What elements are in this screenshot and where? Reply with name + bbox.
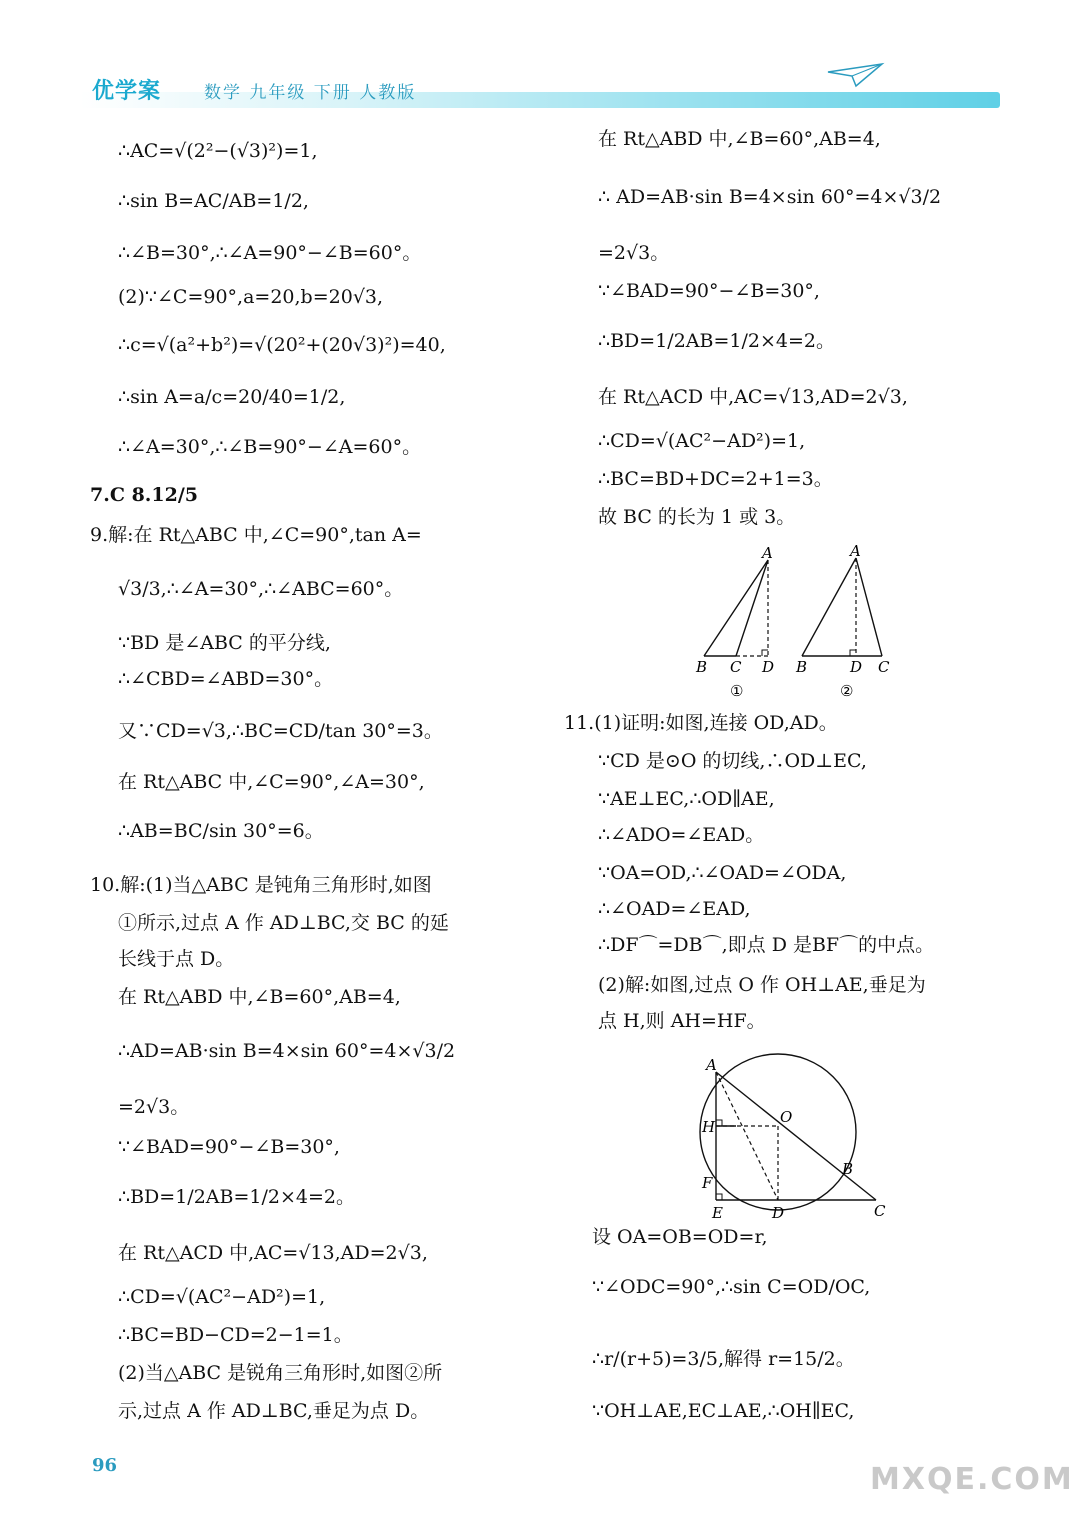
text-line: 故 BC 的长为 1 或 3。 (598, 506, 796, 528)
text-line: ∴sin B=AC/AB=1/2, (118, 190, 309, 212)
text-line: ∵AE⊥EC,∴OD∥AE, (598, 788, 775, 810)
page-number: 96 (92, 1455, 118, 1476)
text-line: ∴c=√(a²+b²)=√(20²+(20√3)²)=40, (118, 334, 446, 356)
text-line: =2√3。 (118, 1096, 190, 1118)
text-line: ①所示,过点 A 作 AD⊥BC,交 BC 的延 (118, 912, 449, 934)
text-line: ∴ AD=AB·sin B=4×sin 60°=4×√3/2 (598, 186, 942, 208)
text-line: (2)解:如图,过点 O 作 OH⊥AE,垂足为 (598, 974, 926, 996)
watermark: MXQE.COM (870, 1462, 1074, 1497)
text-line: ∴∠OAD=∠EAD, (598, 898, 751, 920)
label-O: O (780, 1108, 793, 1126)
label-A: A (762, 544, 773, 562)
figure-1 (695, 544, 774, 700)
paper-plane-icon (826, 60, 886, 90)
text-line: ∴∠B=30°,∴∠A=90°−∠B=60°。 (118, 242, 422, 264)
text-line: ∵OH⊥AE,EC⊥AE,∴OH∥EC, (592, 1400, 855, 1422)
text-line: 在 Rt△ACD 中,AC=√13,AD=2√3, (598, 386, 908, 408)
text-line: ∴BD=1/2AB=1/2×4=2。 (118, 1186, 355, 1208)
label-B: B (842, 1160, 854, 1178)
text-line: ∴BC=BD−CD=2−1=1。 (118, 1324, 353, 1346)
page-header (0, 60, 1052, 116)
text-line: ∵BD 是∠ABC 的平分线, (118, 632, 331, 654)
text-line: ∴∠CBD=∠ABD=30°。 (118, 668, 334, 690)
figure-2 (795, 542, 890, 700)
text-line: ∴BC=BD+DC=2+1=3。 (598, 468, 833, 490)
text-line: (2)当△ABC 是锐角三角形时,如图②所 (118, 1362, 443, 1384)
text-line: =2√3。 (598, 242, 670, 264)
text-line: ∴AC=√(2²−(√3)²)=1, (118, 140, 318, 162)
text-line: 在 Rt△ABC 中,∠C=90°,∠A=30°, (118, 771, 425, 793)
text-line: ∴AB=BC/sin 30°=6。 (118, 820, 324, 842)
caption-1: ① (730, 682, 744, 700)
text-line: ∴DF⌒=DB⌒,即点 D 是BF⌒的中点。 (598, 934, 935, 956)
label-B: B (696, 658, 708, 676)
text-line: 在 Rt△ABD 中,∠B=60°,AB=4, (598, 128, 881, 150)
label-F: F (702, 1174, 713, 1192)
triangle-figures (696, 544, 906, 704)
text-line: ∴BD=1/2AB=1/2×4=2。 (598, 330, 835, 352)
text-line: ∴CD=√(AC²−AD²)=1, (118, 1286, 326, 1308)
answer-7-8: 7.C 8.12/5 (90, 484, 199, 506)
text-line: ∴∠A=30°,∴∠B=90°−∠A=60°。 (118, 436, 422, 458)
text-line: √3/3,∴∠A=30°,∴∠ABC=60°。 (118, 578, 404, 600)
brand-logo: 优学案 (92, 79, 162, 104)
text-line: ∵OA=OD,∴∠OAD=∠ODA, (598, 862, 847, 884)
label-B: B (796, 658, 808, 676)
text-line: ∴∠ADO=∠EAD。 (598, 824, 765, 846)
circle-figure (696, 1050, 896, 1220)
label-E: E (712, 1204, 723, 1222)
text-line: 又∵CD=√3,∴BC=CD/tan 30°=3。 (118, 720, 443, 742)
label-D: D (762, 658, 775, 676)
book-subtitle: 数学 九年级 下册 人教版 (204, 83, 417, 103)
label-D: D (772, 1204, 785, 1222)
text-line: ∵∠ODC=90°,∴sin C=OD/OC, (592, 1276, 871, 1298)
text-line: (2)∵∠C=90°,a=20,b=20√3, (118, 286, 384, 308)
text-line: ∴CD=√(AC²−AD²)=1, (598, 430, 806, 452)
text-line: 在 Rt△ABD 中,∠B=60°,AB=4, (118, 986, 401, 1008)
label-D: D (850, 658, 863, 676)
problem-11-line: 11.(1)证明:如图,连接 OD,AD。 (564, 712, 838, 734)
text-line: ∴r/(r+5)=3/5,解得 r=15/2。 (592, 1348, 855, 1370)
problem-10-line: 10.解:(1)当△ABC 是钝角三角形时,如图 (90, 874, 432, 896)
text-line: 设 OA=OB=OD=r, (592, 1226, 768, 1248)
label-A: A (706, 1056, 717, 1074)
text-line: ∴sin A=a/c=20/40=1/2, (118, 386, 346, 408)
text-line: ∵∠BAD=90°−∠B=30°, (598, 280, 820, 302)
text-line: 示,过点 A 作 AD⊥BC,垂足为点 D。 (118, 1400, 430, 1422)
text-line: 长线于点 D。 (118, 948, 235, 970)
label-C: C (878, 658, 890, 676)
caption-2: ② (840, 682, 854, 700)
text-line: 点 H,则 AH=HF。 (598, 1010, 766, 1032)
label-C: C (874, 1202, 886, 1220)
text-line: ∵CD 是⊙O 的切线,∴OD⊥EC, (598, 750, 867, 772)
text-line: ∵∠BAD=90°−∠B=30°, (118, 1136, 340, 1158)
text-line: ∴AD=AB·sin B=4×sin 60°=4×√3/2 (118, 1040, 456, 1062)
label-A: A (850, 542, 861, 560)
text-line: 在 Rt△ACD 中,AC=√13,AD=2√3, (118, 1242, 428, 1264)
problem-9-line: 9.解:在 Rt△ABC 中,∠C=90°,tan A= (90, 524, 422, 546)
label-H: H (702, 1118, 716, 1136)
label-C: C (730, 658, 742, 676)
